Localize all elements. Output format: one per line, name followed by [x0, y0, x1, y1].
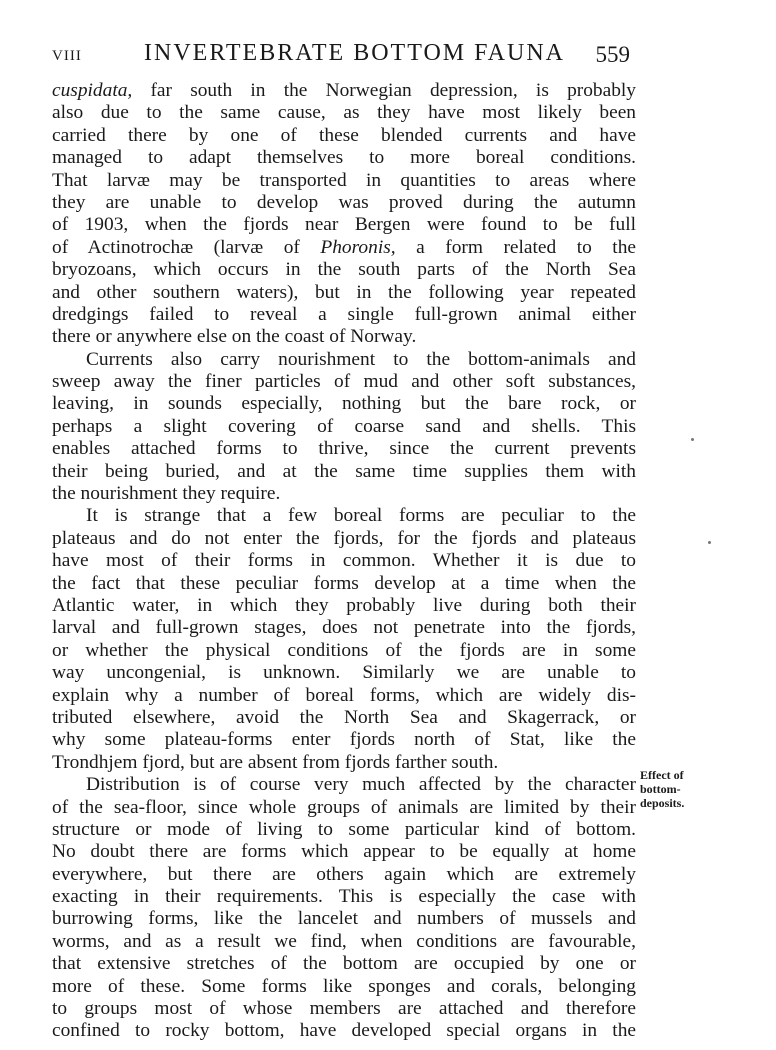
- text-line: tributed elsewhere, avoid the North Sea and Skagerrack, or: [52, 706, 636, 728]
- text-line: plateaus and do not enter the fjords, for the fjords and plateaus: [52, 527, 636, 549]
- chapter-number: VIII: [52, 48, 82, 64]
- text-line: [52, 237, 636, 259]
- text-line: have most of their forms in common. Whether it is due to: [52, 550, 636, 572]
- stray-mark: [708, 541, 711, 544]
- text-line: way uncongenial, is unknown. Similarly we are unable to: [52, 662, 636, 684]
- text-line: they are unable to develop was proved during the autumn: [52, 191, 636, 213]
- text-line: managed to adapt themselves to more boreal conditions.: [52, 147, 636, 169]
- text-run: far south in the Norwegian depression, is probably: [132, 80, 636, 101]
- text-line: the fact that these peculiar forms develop at a time when the: [52, 572, 636, 594]
- text-line: why some plateau-forms enter fjords north of Stat, like the: [52, 729, 636, 751]
- stray-mark: [691, 438, 694, 441]
- italic-term: cuspidata,: [52, 80, 133, 101]
- text-line: of 1903, when the fjords near Bergen were found to be full: [52, 214, 636, 236]
- text-line: confined to rocky bottom, have developed special organs in the: [52, 1020, 636, 1042]
- text-line: leaving, in sounds especially, nothing but the bare rock, or: [52, 393, 636, 415]
- margin-note-line: bottom-: [640, 782, 681, 796]
- text-line: Trondhjem fjord, but are absent from fjords farther south.: [52, 751, 499, 773]
- text-line: Currents also carry nourishment to the bottom-animals and: [86, 348, 636, 370]
- text-line: Distribution is of course very much affected by the character: [86, 774, 636, 796]
- text-line: perhaps a slight covering of coarse sand and shells. This: [52, 415, 636, 437]
- text-line: also due to the same cause, as they have most likely been: [52, 102, 636, 124]
- text-line: burrowing forms, like the lancelet and numbers of mussels and: [52, 908, 636, 930]
- text-line: to groups most of whose members are attached and therefore: [52, 998, 636, 1020]
- text-line: Atlantic water, in which they probably live during both their: [52, 594, 636, 616]
- page-number: 559: [595, 42, 630, 67]
- text-line: there or anywhere else on the coast of Norway.: [52, 326, 417, 348]
- text-line: It is strange that a few boreal forms are peculiar to the: [86, 505, 636, 527]
- text-line: or whether the physical conditions of the fjords are in some: [52, 639, 636, 661]
- margin-note-line: Effect of: [640, 768, 684, 782]
- margin-note-line: deposits.: [640, 796, 685, 810]
- margin-note: [640, 768, 730, 810]
- running-title: INVERTEBRATE BOTTOM FAUNA: [144, 40, 566, 66]
- text-line: structure or mode of living to some particular kind of bottom.: [52, 818, 636, 840]
- text-line: carried there by one of these blended currents and have: [52, 124, 636, 146]
- text-line: That larvæ may be transported in quantities to areas where: [52, 169, 636, 191]
- text-line: that extensive stretches of the bottom are occupied by one or: [52, 953, 636, 975]
- text-line: No doubt there are forms which appear to be equally at home: [52, 841, 636, 863]
- text-line: sweep away the finer particles of mud and other soft substances,: [52, 371, 636, 393]
- text-run: a form related to the: [395, 236, 636, 258]
- text-run: of Actinotrochæ (larvæ of: [52, 236, 321, 258]
- text-line: and other southern waters), but in the following year repeated: [52, 281, 636, 303]
- text-line: [52, 80, 636, 102]
- text-line: explain why a number of boreal forms, which are widely dis-: [52, 684, 636, 706]
- text-line: enables attached forms to thrive, since the current prevents: [52, 438, 636, 460]
- body-text: [52, 80, 636, 1043]
- text-line: their being buried, and at the same time supplies them with: [52, 460, 636, 482]
- text-line: worms, and as a result we find, when conditions are favourable,: [52, 930, 636, 952]
- text-line: more of these. Some forms like sponges and corals, belonging: [52, 975, 636, 997]
- text-line: exacting in their requirements. This is especially the case with: [52, 886, 636, 908]
- text-line: larval and full-grown stages, does not penetrate into the fjords,: [52, 617, 636, 639]
- italic-term: Phoronis,: [320, 236, 396, 258]
- text-line: dredgings failed to reveal a single full-grown animal either: [52, 303, 636, 325]
- running-header: [52, 40, 636, 70]
- text-line: everywhere, but there are others again which are extremely: [52, 863, 636, 885]
- text-line: the nourishment they require.: [52, 483, 281, 505]
- text-line: bryozoans, which occurs in the south parts of the North Sea: [52, 259, 636, 281]
- text-line: of the sea-floor, since whole groups of animals are limited by their: [52, 796, 636, 818]
